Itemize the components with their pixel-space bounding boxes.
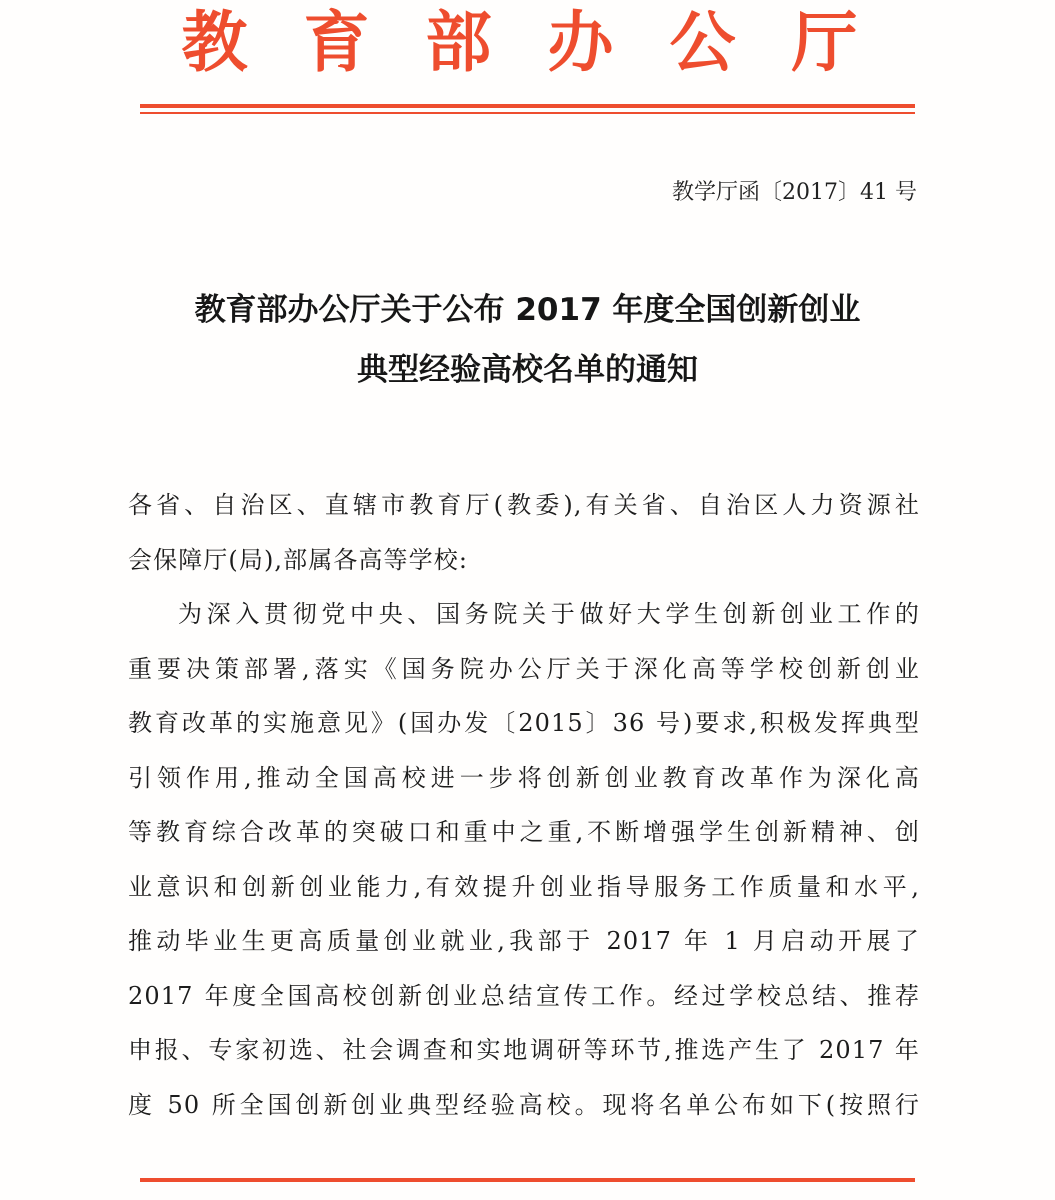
footer-rule bbox=[140, 1178, 915, 1182]
body-line: 各省、自治区、直辖市教育厅(教委),有关省、自治区人力资源社 bbox=[128, 491, 920, 519]
body-line: 度 50 所全国创新创业典型经验高校。现将名单公布如下(按照行 bbox=[128, 1090, 920, 1119]
document-title-line-2: 典型经验高校名单的通知 bbox=[357, 352, 698, 388]
body-line: 引领作用,推动全国高校进一步将创新创业教育改革作为深化高 bbox=[128, 763, 920, 792]
letterhead-title: 教育部办公厅 bbox=[181, 3, 914, 81]
body-line: 推动毕业生更高质量创业就业,我部于 2017 年 1 月启动开展了 bbox=[128, 927, 920, 955]
body-line: 业意识和创新创业能力,有效提升创业指导服务工作质量和水平, bbox=[128, 872, 920, 901]
document-number: 教学厅函〔2017〕41 号 bbox=[672, 180, 917, 205]
document-body bbox=[128, 478, 920, 1132]
body-line: 重要决策部署,落实《国务院办公厅关于深化高等学校创新创业 bbox=[128, 654, 920, 683]
body-line: 会保障厅(局),部属各高等学校: bbox=[128, 545, 469, 574]
document-title bbox=[100, 280, 955, 400]
letterhead-rule-thick bbox=[140, 104, 915, 108]
body-line: 教育改革的实施意见》(国办发〔2015〕36 号)要求,积极发挥典型 bbox=[128, 709, 920, 737]
letterhead-rule-thin bbox=[140, 112, 915, 114]
body-line: 2017 年度全国高校创新创业总结宣传工作。经过学校总结、推荐 bbox=[128, 981, 920, 1010]
document-title-line-1: 教育部办公厅关于公布 2017 年度全国创新创业 bbox=[194, 292, 861, 328]
body-line: 等教育综合改革的突破口和重中之重,不断增强学生创新精神、创 bbox=[128, 818, 920, 846]
body-line: 申报、专家初选、社会调查和实地调研等环节,推选产生了 2017 年 bbox=[128, 1036, 920, 1064]
body-line: 为深入贯彻党中央、国务院关于做好大学生创新创业工作的 bbox=[178, 600, 920, 628]
